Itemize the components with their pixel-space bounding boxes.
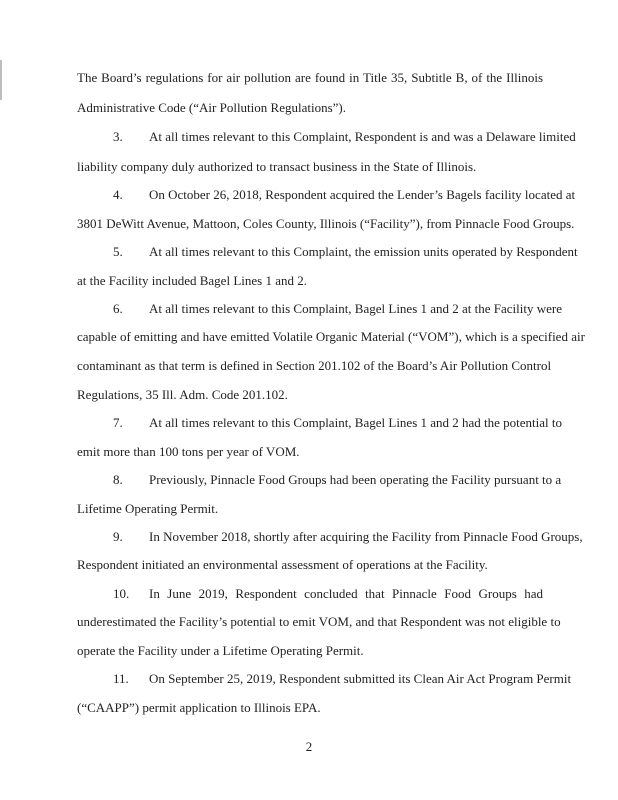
paragraph-7-number: 7.: [113, 415, 123, 430]
paragraph-7-line-2: emit more than 100 tons per year of VOM.: [77, 444, 300, 459]
paragraph-6-number: 6.: [113, 301, 123, 316]
paragraph-6-line-4: Regulations, 35 Ill. Adm. Code 201.102.: [77, 387, 288, 402]
paragraph-5-line-2: at the Facility included Bagel Lines 1 and 2.: [77, 273, 307, 288]
paragraph-3-number: 3.: [113, 129, 123, 144]
paragraph-3-line-1: 3. At all times relevant to this Complaint, Respondent is and was a Delaware limited: [113, 129, 576, 144]
paragraph-10-line-1: 10. In June 2019, Respondent concluded that Pinnacle Food Groups had: [113, 586, 543, 601]
paragraph-4-line-2: 3801 DeWitt Avenue, Mattoon, Coles County, Illinois (“Facility”), from Pinnacle Food Groups.: [77, 216, 575, 231]
paragraph-8-line-2: Lifetime Operating Permit.: [77, 501, 219, 516]
paragraph-2-line-1: The Board’s regulations for air pollution are found in Title 35, Subtitle B, of the Illinois: [77, 70, 543, 85]
paragraph-9-line-2: Respondent initiated an environmental assessment of operations at the Facility.: [77, 557, 488, 572]
paragraph-11-line-1: 11. On September 25, 2019, Respondent submitted its Clean Air Act Program Permit: [113, 671, 572, 686]
paragraph-10-line-3: operate the Facility under a Lifetime Operating Permit.: [77, 643, 364, 658]
paragraph-5-number: 5.: [113, 244, 123, 259]
paragraph-2-line-2: Administrative Code (“Air Pollution Regulations”).: [77, 100, 346, 115]
paragraph-11-number: 11.: [113, 671, 129, 686]
paragraph-9-line-1: 9. In November 2018, shortly after acquiring the Facility from Pinnacle Food Groups,: [113, 529, 583, 544]
paragraph-6-line-1: 6. At all times relevant to this Complaint, Bagel Lines 1 and 2 at the Facility were: [113, 301, 563, 316]
paragraph-9-number: 9.: [113, 529, 123, 544]
paragraph-6-line-2: capable of emitting and have emitted Volatile Organic Material (“VOM”), which is a specified air: [77, 329, 585, 344]
paragraph-11-line-2: (“CAAPP”) permit application to Illinois EPA.: [77, 700, 321, 715]
paragraph-4-number: 4.: [113, 187, 123, 202]
paragraph-4-line-1: 4. On October 26, 2018, Respondent acquired the Lender’s Bagels facility located at: [113, 187, 576, 202]
scan-edge-mark: [0, 60, 2, 100]
paragraph-10-number: 10.: [113, 586, 130, 601]
paragraph-6-line-3: contaminant as that term is defined in Section 201.102 of the Board’s Air Pollution Control: [77, 358, 552, 373]
paragraph-7-line-1: 7. At all times relevant to this Complaint, Bagel Lines 1 and 2 had the potential to: [113, 415, 563, 430]
paragraph-10-line-2: underestimated the Facility’s potential to emit VOM, and that Respondent was not eligible to: [77, 614, 561, 629]
paragraph-5-line-1: 5. At all times relevant to this Complaint, the emission units operated by Respondent: [113, 244, 578, 259]
paragraph-8-number: 8.: [113, 472, 123, 487]
paragraph-8-line-1: 8. Previously, Pinnacle Food Groups had been operating the Facility pursuant to a: [113, 472, 562, 487]
page-number: 2: [305, 739, 313, 754]
paragraph-3-line-2: liability company duly authorized to transact business in the State of Illinois.: [77, 159, 477, 174]
